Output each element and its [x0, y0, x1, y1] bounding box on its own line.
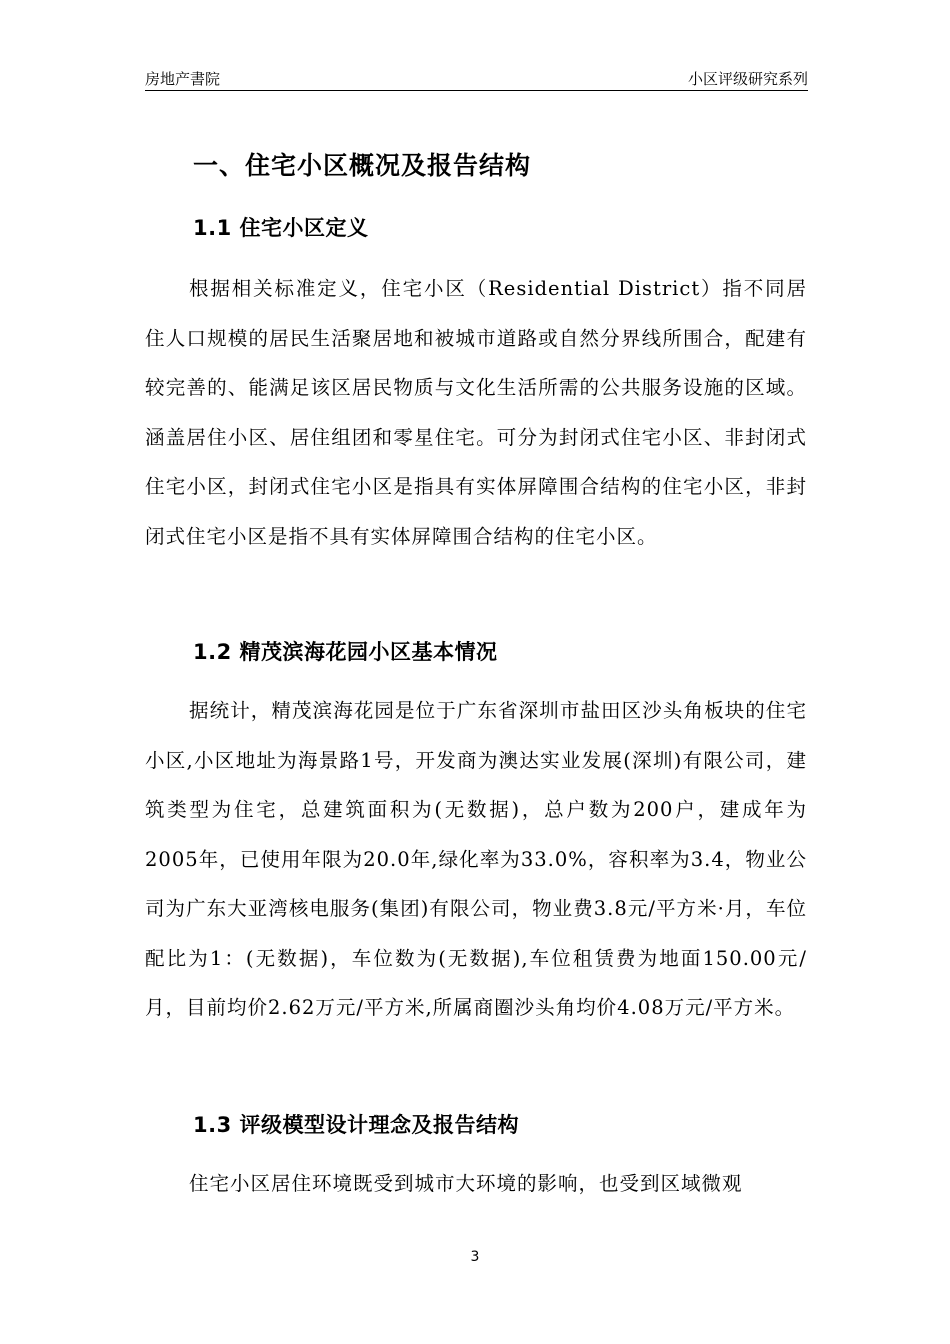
page-header — [145, 66, 808, 91]
section-1-2-paragraph: 据统计，精茂滨海花园是位于广东省深圳市盐田区沙头角板块的住宅小区,小区地址为海景路1号，开发商为澳达实业发展(深圳)有限公司，建筑类型为住宅，总建筑面积为(无数据)，总户数为200户，建成年为2005年，已使用年限为20.0年,绿化率为33.0%，容积率为3.4，物业公司为广东大亚湾核电服务(集团)有限公司，物业费3.8元/平方米·月，车位配比为1：(无数据)，车位数为(无数据),车位租赁费为地面150.00元/月，目前均价2.62万元/平方米,所属商圈沙头角均价4.08万元/平方米。 — [145, 699, 807, 1019]
header-publisher: 房地产書院 — [145, 70, 221, 88]
section-heading-1-3: 1.3 评级模型设计理念及报告结构 — [193, 1113, 520, 1137]
page-number: 3 — [470, 1249, 480, 1265]
chapter-title: 一、住宅小区概况及报告结构 — [193, 151, 532, 180]
section-heading-1-1: 1.1 住宅小区定义 — [193, 216, 369, 240]
section-1-3-paragraph: 住宅小区居住环境既受到城市大环境的影响，也受到区域微观 — [189, 1172, 743, 1195]
section-1-1-paragraph: 根据相关标准定义，住宅小区（Residential District）指不同居住人口规模的居民生活聚居地和被城市道路或自然分界线所围合，配建有较完善的、能满足该区居民物质与文化生活所需的公共服务设施的区域。涵盖居住小区、居住组团和零星住宅。可分为封闭式住宅小区、非封闭式住宅小区，封闭式住宅小区是指具有实体屏障围合结构的住宅小区，非封闭式住宅小区是指不具有实体屏障围合结构的住宅小区。 — [145, 277, 807, 548]
header-series-title: 小区评级研究系列 — [687, 70, 808, 88]
section-heading-1-2: 1.2 精茂滨海花园小区基本情况 — [193, 640, 498, 664]
